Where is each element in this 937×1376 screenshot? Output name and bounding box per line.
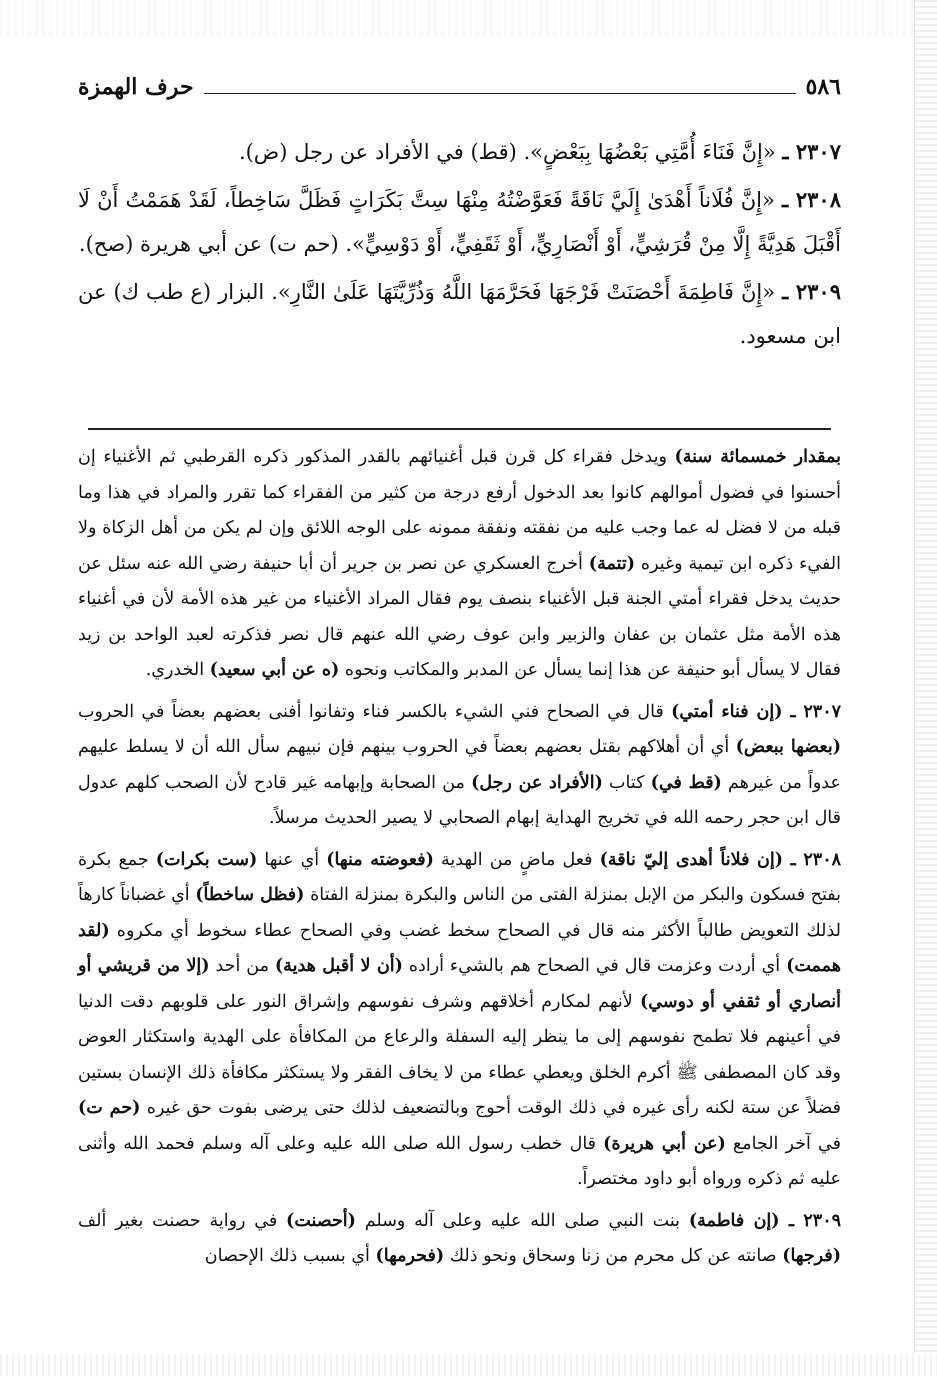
commentary-text: صانته عن كل محرم من زنا وسحاق ونحو ذلك xyxy=(444,1246,783,1266)
commentary-lemma: ٢٣٠٩ ـ (إن فاطمة) xyxy=(688,1210,841,1231)
commentary-lemma: (بعضها ببعض) xyxy=(735,737,841,757)
commentary-text: جمع بكرة بفتح فسكون والبكر من الإبل بمنزلة الفتى من الناس والبكرة بمنزلة الفتاة xyxy=(78,849,841,905)
commentary-lemma: (لقد هممت) xyxy=(78,920,841,976)
commentary-lemma: (فحرمها) xyxy=(375,1246,445,1266)
commentary-lemma: ٢٣٠٧ ـ (إن فناء أمتي) xyxy=(671,701,841,722)
commentary-lemma: ٢٣٠٨ ـ (إن فلاناً أهدى إليّ ناقة) xyxy=(599,849,842,870)
hadith-number: ٢٣٠٧ ـ xyxy=(782,139,841,164)
commentary-lemma: (فرجها) xyxy=(782,1246,841,1266)
commentary-text: ويدخل فقراء كل قرن قبل أغنيائهم بالقدر المذكور ذكره القرطبي ثم الأغنياء إن أحسنوا في فضول أموالهم كانوا بعد الدخول أرفع درجة من كثير من الفقراء كما تقرر والمراد في هذا وما قبله من لا فضل له عما وجب عليه من نفقته ونفقة ممونه على الوجه اللائق وإن لم يكن من أهل الزكاة ولا الفيء ذكره ابن تيمية وغيره xyxy=(78,447,841,574)
hadith-number: ٢٣٠٩ ـ xyxy=(782,279,841,304)
section-divider xyxy=(88,428,831,430)
hadith-text: «إِنَّ فَنَاءَ أُمَّتِي بَعْضُهَا بِبَعْضٍ». (قط) في الأفراد عن رجل (ض). xyxy=(238,140,776,164)
commentary-text: فعل ماضٍ من الهدية xyxy=(433,849,600,870)
commentary-paragraph xyxy=(78,440,841,689)
commentary-text: أي بسبب ذلك الإحصان xyxy=(204,1246,376,1266)
hadith-text-section xyxy=(78,130,841,362)
scan-noise-bottom xyxy=(0,1354,937,1376)
commentary-text: أي عنها xyxy=(257,849,327,870)
hadith-2309 xyxy=(78,270,841,358)
commentary-text: من أحد xyxy=(209,956,275,976)
commentary-lemma: (تتمة) xyxy=(588,553,636,574)
commentary-lemma: (ست بكرات) xyxy=(155,849,258,870)
commentary-text: أي أردت وعزمت قال في الصحاح هم بالشيء أراده xyxy=(402,956,787,976)
scan-noise-right xyxy=(914,0,937,1376)
commentary-text: قال خطب رسول الله صلى الله عليه وعلى آله وسلم فحمد الله وأثنى عليه ثم ذكره ورواه أبو داود مختصراً. xyxy=(78,1133,841,1189)
hadith-number: ٢٣٠٨ ـ xyxy=(781,187,841,212)
commentary-paragraph xyxy=(78,1204,841,1275)
scan-noise-top xyxy=(0,0,937,38)
commentary-lemma: (قط في) xyxy=(650,772,722,793)
commentary-lemma: (عن أبي هريرة) xyxy=(603,1133,726,1154)
commentary-text: أخرج العسكري عن نصر بن جرير أن أبا حنيفة رضي الله عنه سئل عن حديث يدخل فقراء أمتي الجنة قبل الأغنياء بنصف يوم فقال المراد الأغنياء من غير هذه الأمة لأن في أغنياء هذه الأمة مثل عثمان بن عفان والزبير وابن عوف رضي الله عنهم قال نصر فذكرته لعبد الواحد بن زيد فقال لا يسأل أبو حنيفة عن هذا إنما يسأل عن المدبر والمكاتب ونحوه xyxy=(78,553,841,680)
commentary-section xyxy=(78,440,841,1281)
hadith-text: «إِنَّ فُلَاناً أَهْدَىٰ إِلَيَّ نَاقَةً فَعَوَّضْتُهُ مِنْهَا سِتَّ بَكَرَاتٍ فَظَلَّ سَاخِطاً، لَقَدْ هَمَمْتُ أَنْ لَا أَقْبَلَ هَدِيَّةً إِلَّا مِنْ قُرَشِيٍّ، أَوْ أَنْصَارِيٍّ، أَوْ ثَقَفِيٍّ، أَوْ دَوْسِيٍّ». (حم ت) عن أبي هريرة (صح). xyxy=(78,188,841,256)
hadith-text: «إِنَّ فَاطِمَةَ أَحْصَنَتْ فَرْجَهَا فَحَرَّمَهَا اللَّهُ وَذُرِّيَّتَهَا عَلَىٰ النَّارِ». البزار (ع طب ك) عن ابن مسعود. xyxy=(78,280,841,348)
commentary-lemma: (حم ت) xyxy=(78,1098,141,1118)
commentary-paragraph xyxy=(78,843,841,1198)
commentary-lemma: (إلا من قريشي أو أنصاري أو ثقفي أو دوسي) xyxy=(78,956,841,1012)
commentary-text: في رواية حصنت بغير ألف xyxy=(78,1210,287,1231)
page-number: ٥٨٦ xyxy=(805,74,841,100)
hadith-2307 xyxy=(78,130,841,174)
commentary-text: في آخر الجامع xyxy=(725,1133,841,1154)
commentary-lemma: (أحصنت) xyxy=(286,1210,356,1231)
commentary-text: لأنهم لمكارم أخلاقهم وشرف نفوسهم وإشراق النور على قلوبهم دقت الدنيا في أعينهم فلا تطمح نفوسهم إلى ما ينظر إليه السفلة والرعاع من المكافأة على الهدية واستكثار العوض وقد كان المصطفى ﷺ أكرم الخلق ويعطي عطاء من لا يخاف الفقر ولا يستكثر مكافأة ذلك الإنسان بستين فضلاً عن ستة لكنه رأى غيره في ذلك الوقت أحوج وبالتضعيف لذلك حتى يرضى بفوت حق غيره xyxy=(78,991,842,1118)
commentary-text: قال في الصحاح فني الشيء بالكسر فناء وتفانوا أفنى بعضهم بعضاً في الحروب xyxy=(78,701,672,722)
commentary-lemma: بمقدار خمسمائة سنة) xyxy=(674,447,841,467)
commentary-lemma: (ه عن أبي سعيد) xyxy=(209,660,340,680)
commentary-paragraph xyxy=(78,695,841,837)
commentary-text: أي غضباناً كارهاً لذلك التعويض طالباً الأكثر منه قال في الصحاح سخط غضب وفي الصحاح عطاء سخوط أي مكروه xyxy=(78,885,841,941)
commentary-lemma: (أن لا أقبل هدية) xyxy=(274,956,403,976)
commentary-text: الخدري. xyxy=(145,660,210,680)
commentary-text: أي أن أهلاكهم بقتل بعضهم بعضاً في الحروب بينهم فإن نبيهم سأل الله أن لا يسلط عليهم عدواً من غيرهم xyxy=(78,737,841,793)
commentary-lemma: (فظل ساخطاً) xyxy=(195,885,305,905)
commentary-text: بنت النبي صلى الله عليه وعلى آله وسلم xyxy=(355,1210,689,1231)
header-rule xyxy=(204,93,796,94)
commentary-text: من الصحابة وإبهامه غير قادح لأن الصحب كلهم عدول قال ابن حجر رحمه الله في تخريج الهداية إبهام الصحابي لا يصير الحديث مرسلاً. xyxy=(78,772,841,828)
commentary-lemma: (فعوضته منها) xyxy=(326,849,434,870)
hadith-2308 xyxy=(78,178,841,266)
chapter-title: حرف الهمزة xyxy=(78,74,194,100)
page-header xyxy=(78,70,841,104)
commentary-lemma: (الأفراد عن رجل) xyxy=(471,772,603,793)
commentary-text: كتاب xyxy=(602,772,651,793)
